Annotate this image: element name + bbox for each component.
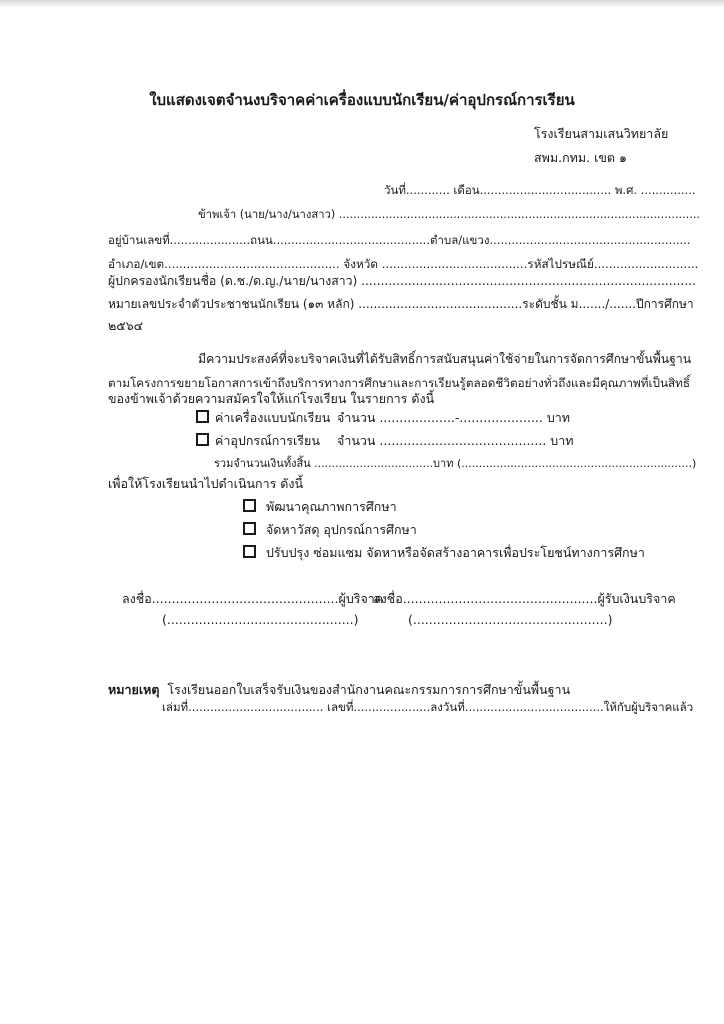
receipt-line: เล่มที่..................................... เลขที่.....................ลงวันที่......................................ให้กับผู้บริจาคแล้ว bbox=[162, 700, 694, 714]
purpose-quality bbox=[243, 499, 397, 515]
purpose-equipment-checkbox[interactable] bbox=[243, 522, 256, 535]
purpose-building bbox=[243, 545, 645, 561]
item-uniform-label: ค่าเครื่องแบบนักเรียน bbox=[215, 410, 331, 425]
purpose-quality-checkbox[interactable] bbox=[243, 499, 256, 512]
note-line bbox=[108, 682, 570, 698]
intention-line-1: มีความประสงค์ที่จะบริจาคเงินที่ได้รับสิทธิ์การสนับสนุนค่าใช้จ่ายในการจัดการศึกษาขั้นพื้นฐาน bbox=[198, 352, 692, 366]
note-label: หมายเหตุ bbox=[108, 682, 160, 697]
purpose-equipment-label: จัดหาวัสดุ อุปกรณ์การศึกษา bbox=[265, 522, 417, 537]
academic-year: ๒๕๖๔ bbox=[108, 318, 144, 333]
supplies-checkbox[interactable] bbox=[196, 433, 209, 446]
guardian-line: ผู้ปกครองนักเรียนชื่อ (ด.ช./ด.ญ./นาย/นางสาว) ...................................................................................... bbox=[108, 274, 697, 288]
intention-line-3: ของข้าพเจ้าด้วยความสมัครใจให้แก่โรงเรียน ในรายการ ดังนี้ bbox=[108, 391, 435, 406]
purpose-intro: เพื่อให้โรงเรียนนำไปดำเนินการ ดังนี้ bbox=[108, 476, 304, 491]
purpose-quality-label: พัฒนาคุณภาพการศึกษา bbox=[265, 499, 397, 514]
scan-shadow bbox=[0, 0, 724, 8]
donor-printed-name: (...............................................) bbox=[162, 612, 359, 627]
item-supplies-label: ค่าอุปกรณ์การเรียน bbox=[215, 433, 320, 448]
intention-line-2: ตามโครงการขยายโอกาสการเข้าถึงบริการทางการศึกษาและการเรียนรู้ตลอดชีวิตอย่างทั่วถึงและมีคุณภาพที่เป็นสิทธิ์ bbox=[108, 376, 691, 390]
item-supplies bbox=[196, 433, 320, 449]
form-title: ใบแสดงเจตจำนงบริจาคค่าเครื่องแบบนักเรียน/ค่าอุปกรณ์การเรียน bbox=[149, 91, 575, 109]
total-line: รวมจำนวนเงินทั้งสิ้น ..................................บาท (..................................................................) bbox=[214, 457, 697, 470]
note-text: โรงเรียนออกใบเสร็จรับเงินของสำนักงานคณะกรรมการการศึกษาขั้นพื้นฐาน bbox=[167, 682, 571, 697]
receiver-printed-name: (.................................................) bbox=[408, 612, 613, 627]
school-office: สพม.กทม. เขต ๑ bbox=[534, 150, 627, 165]
item-uniform bbox=[196, 410, 330, 426]
school-name: โรงเรียนสามเสนวิทยาลัย bbox=[534, 126, 669, 141]
donor-signature: ลงชื่อ...............................................ผู้บริจาค bbox=[122, 591, 384, 606]
item-uniform-amount: จำนวน ...................-..................... บาท bbox=[337, 410, 571, 425]
uniform-checkbox[interactable] bbox=[196, 410, 209, 423]
address-line: อยู่บ้านเลขที่......................ถนน...........................................ตำบล/แขวง....................................................... bbox=[108, 233, 691, 247]
district-line: อำเภอ/เขต............................................... จังหวัด .......................................รหัสไปรษณีย์............................ bbox=[108, 257, 699, 271]
donor-name-line: ข้าพเจ้า (นาย/นาง/นางสาว) ..................................................................................................... bbox=[198, 208, 700, 221]
item-supplies-amount: จำนวน .......................................... บาท bbox=[337, 433, 574, 448]
purpose-building-label: ปรับปรุง ซ่อมแซม จัดหาหรือจัดสร้างอาคารเพื่อประโยชน์ทางการศึกษา bbox=[265, 545, 645, 560]
purpose-building-checkbox[interactable] bbox=[243, 545, 256, 558]
student-id-line: หมายเลขประจำตัวประชาชนนักเรียน (๑๓ หลัก) ...........................................ระดับชั้น ม......./.......ปีการศึกษา bbox=[108, 297, 694, 311]
purpose-equipment bbox=[243, 522, 417, 538]
date-line: วันที่............ เดือน.................................... พ.ศ. ............... bbox=[384, 183, 696, 197]
receiver-signature: ลงชื่อ.................................................ผู้รับเงินบริจาค bbox=[373, 591, 676, 606]
